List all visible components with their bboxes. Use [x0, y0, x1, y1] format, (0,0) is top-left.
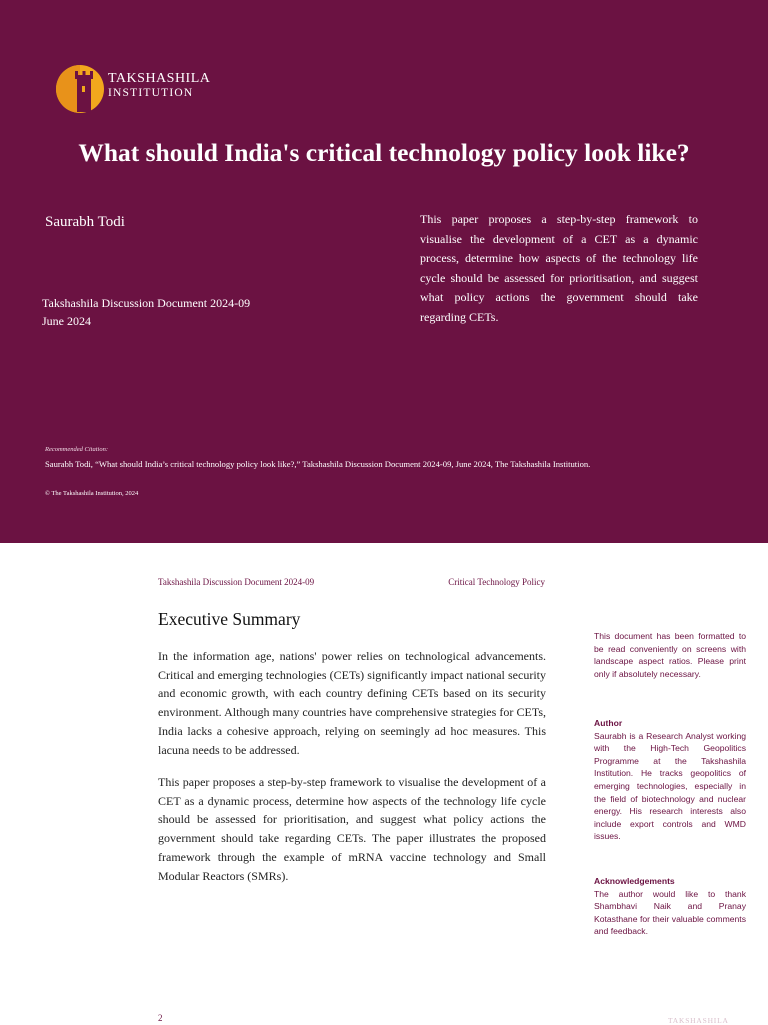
- footer-logo: TAKSHASHILA: [668, 1016, 729, 1025]
- author-name: Saurabh Todi: [45, 214, 125, 230]
- running-header-left: Takshashila Discussion Document 2024-09: [158, 577, 315, 587]
- abstract: This paper proposes a step-by-step framework to visualise the development of a CET as a dynamic process, determine how aspects of the technology life cycle should be assessed for prioritisation, and suggest what policy actions the government should take regarding CETs.: [420, 212, 698, 324]
- body-paragraph: In the information age, nations' power relies on technological advancements. Critical and emerging technologies (CETs) significantly impact national security and economic growth, with each country defining CETs based on its security environment. Although many countries have comprehensive strategies for CETs, India lacks a cohesive approach, relying on seemingly ad hoc measures. This lacuna needs to be addressed.: [158, 649, 546, 757]
- sidebar-author-text: Saurabh is a Research Analyst working with the High-Tech Geopolitics Programme at the Takshashila Institution. He tracks geopolitics of emerging technologies, especially in the field of biotechnology and nuclear energy. His research interests also include export controls and WMD issues.: [594, 730, 746, 842]
- logo-line-1: TAKSHASHILA: [108, 71, 211, 86]
- sidebar-note: This document has been formatted to be read conveniently on screens with landscape aspect ratios. Please print only if absolutely necessary.: [594, 631, 746, 679]
- sidebar-author: [594, 717, 746, 843]
- sidebar-ack-heading: Acknowledgements: [594, 876, 675, 886]
- sidebar-ack-text: The author would like to thank Shambhavi Naik and Pranay Kotasthane for their valuable comments and feedback.: [594, 888, 746, 937]
- section-title: Executive Summary: [158, 609, 301, 629]
- page-number: 2: [158, 1013, 163, 1023]
- takshashila-logo-icon: [55, 64, 105, 114]
- document-id: Takshashila Discussion Document 2024-09: [42, 296, 251, 310]
- sidebar-acknowledgements: [594, 875, 746, 938]
- page-two: [0, 543, 768, 1024]
- document-date: June 2024: [42, 314, 91, 328]
- body-paragraph: This paper proposes a step-by-step framework to visualise the development of a CET as a dynamic process, determine how aspects of the technology life cycle should be assessed for prioritisation, and suggest what policy actions the government should take regarding CETs. The paper illustrates the proposed framework through the example of mRNA vaccine technology and Small Modular Reactors (SMRs).: [158, 775, 546, 883]
- document-title: What should India's critical technology policy look like?: [78, 138, 690, 167]
- sidebar-author-heading: Author: [594, 718, 623, 728]
- citation-label: Recommended Citation:: [45, 446, 108, 453]
- citation-text: Saurabh Todi, “What should India’s critical technology policy look like?,” Takshashila Discussion Document 2024-09, June 2024, The Takshashila Institution.: [45, 459, 591, 469]
- running-header-right: Critical Technology Policy: [448, 577, 545, 587]
- logo-line-2: INSTITUTION: [108, 87, 194, 99]
- document-info: [42, 294, 250, 330]
- logo-wordmark: [108, 72, 210, 100]
- copyright: © The Takshashila Institution, 2024: [45, 490, 139, 497]
